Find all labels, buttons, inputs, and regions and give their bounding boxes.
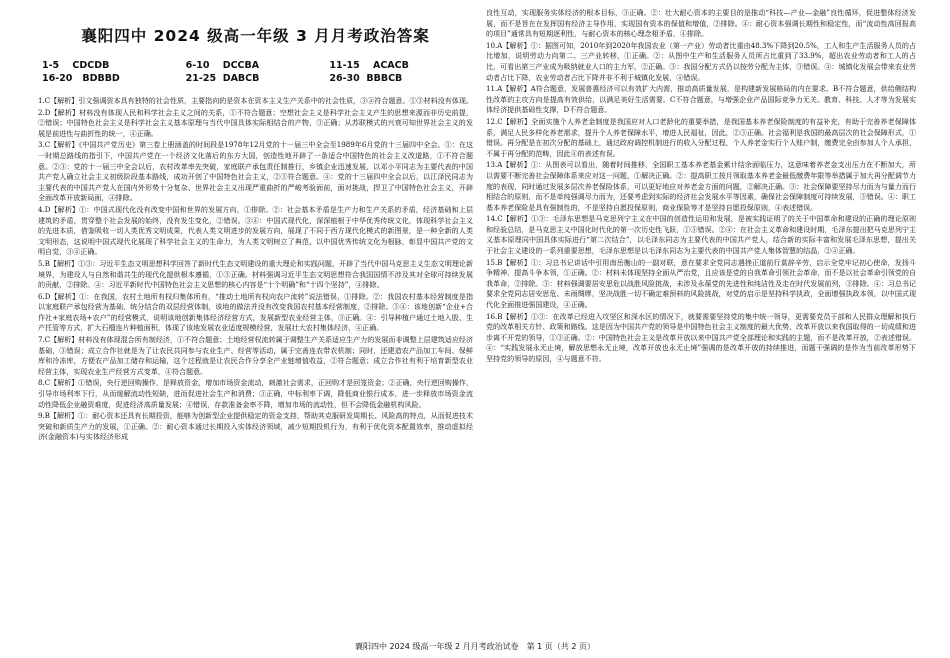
explanation-q12: 12.C【解析】全面实施个人养老金制度是我国应对人口老龄化的重要举措，是我国基本养老保险制度的有益补充，有助于完善养老保障体系，满足人民多样化养老需求，提升个人养老保障水平，增进人民福祉，因此，②③正确。社会福利是我国的最高层次的社会保障形式，①错误。再分配是在初次分配的基础上，通过政府调控机制进行的收入分配过程，个人养老金实行个人账户制，缴费完全由参加人个人承担，不属于再分配的范畴，因此④的表述有误。 bbox=[486, 116, 916, 158]
page-title: 襄阳四中 2024 级高一年级 3 月月考政治答案 bbox=[81, 27, 430, 45]
explanation-q9: 9.B【解析】①：耐心资本还具有长期投资，能够为创新型企业提供稳定的资金支持，帮助其克服研发周期长、风险高的特点，从而促进技术突破和新质生产力的发展，①正确。②：耐心资本通过长期投入实体经济领域，减少短期投机行为，有利于优化资本配置效率，推动虚拟经济(金融资本)与实体经济形成 bbox=[38, 411, 473, 442]
answer-key-cell: 26-30 BBBCB bbox=[329, 73, 403, 84]
right-column bbox=[486, 8, 916, 366]
explanation-q8: 8.C【解析】①错误，央行逆回购操作，是释放资金，增加市场资金流动，刺激社会需求，正回购才是回笼资金；②正确，央行逆回购操作，引导市场利率下行，从而缓解流动性短缺，进而促进社会生产和消费；③正确，中标利率下调，降低商业银行成本，进一步释放市场资金流动性降低企业融资难度，促进经济高质量发展；④错误，存款准备金率不降，增加市场的流动性，但不会降低金融机构风险。 bbox=[38, 378, 473, 409]
answer-key-table bbox=[38, 60, 473, 84]
explanation-q9-continued: 良性互动，实现服务实体经济的根本目标，③正确。②：壮大耐心资本的主要目的是推动“科技—产业—金融”良性循环，促进整体经济发展，而不是旨在在发挥国有经济主导作用，实现国有资本的保值和增值，②排除。④：耐心资本强调长期性和稳定性，而“流动性高回报高的项目”通常具有短期逐利性，与耐心资本的核心理念相矛盾，④排除。 bbox=[486, 8, 916, 39]
explanation-q10: 10.A【解析】①：据图可知，2010年到2020年我国农业（第一产业）劳动者比重由48.3%下降到20.5%，工人和生产生活服务人员的占比增加，说明劳动力向第二、三产业转移，①正确。②：从图中生产和生活服务人员所占比重到了33.9%，超出农业劳动者和工人的占比，可看出第三产业成为吸纳就业人口的主力军，②正确。③：我国分配方式仍以按劳分配为主体，③错误。④：城镇化发展会带来农业劳动者占比下降，农业劳动者占比下降并非不利于城镇化发展，④错误。 bbox=[486, 40, 916, 82]
answer-key-row bbox=[42, 60, 473, 71]
answer-key-cell: 21-25 DABCB bbox=[185, 73, 260, 84]
explanation-q3: 3.C【解析】《中国共产党历史》第三卷上册涵盖的时间段是1978年12月党的十一届三中全会至1989年6月党的十三届四中全会。①：在这一时期总路线的指引下，中国共产党在一个经济文化落后的东方大国，创造性地开辟了一条适合中国特色的社会主义改道路，①不符合题意。②③：党的十一届三中全会以后，农村改革率先突破，家庭联产承包责任制推行，乡镇企业迅速发展，以邓小平同志为主要代表的中国共产党人确立社会主义初级阶段基本路线，成功开创了中国特色社会主义，②③符合题意。④：党的十三届四中全会以后，以江泽民同志为主要代表的中国共产党人在国内外形势十分复杂、世界社会主义出现严重曲折的严峻考验面前，面对挑战，捍卫了中国特色社会主义，开辟全面改革开放新局面，④排除。 bbox=[38, 140, 473, 203]
explanation-q4: 4.D【解析】①：中国式现代化没有改变中国和世界的发展方向，①排除。②：社会基本矛盾是生产力和生产关系的矛盾，经济基础和上层建筑的矛盾，贯穿整个社会发展的始终，没有发生变化，②错误。③④：中国式现代化，深深植根于中华优秀传统文化，体现科学社会主义的先进本质，借鉴吸收一切人类优秀文明成果，代表人类文明进步的发展方向，展现了不同于西方现代化模式的新图景，是一种全新的人类文明形态，这说明中国式现代化展现了科学社会主义的生命力，为人类文明树立了典范，以中国优秀传统文化为根脉，彰显中国共产党的文明自觉，③④正确。 bbox=[38, 204, 473, 257]
explanation-q7: 7.C【解析】材料没有体现混合所有制经济，①不符合题意；土地经营权流转属于调整生产关系适应生产力的发展而非调整上层建筑适应经济基础，③错误；成立合作社就是为了让农民共同参与农业生产、经营等活动，属于完善连农带农机制；同时，还建造农产品加工车间、保鲜库和冷冻库，方便农产品加工储存和运输，这个过程就是让农民合作分享全产业链增值收益，②符合题意；成立合作社有利于培育新型农业经营主体，实现农业生产经营方式变革，④符合题意。 bbox=[38, 335, 473, 376]
explanation-q11: 11.A【解析】A符合题意，发展普惠经济可以有效扩大内需，推动高质量发展，是构建新发展格局的内在要求。B不符合题意，供给侧结构性改革的主攻方向是提高有效供给，以满足美好生活需要。C不符合题意，与增强企业产品国际竞争力无关。教育、科技、人才等为发展实体经济提供基础性支撑，D不符合题意。 bbox=[486, 84, 916, 115]
answer-key-cell: 11-15 ACACB bbox=[329, 60, 409, 71]
explanation-q2: 2.D【解析】材料没有体现人民和科学社会主义之间的关系，①不符合题意；空想社会主义是科学社会主义产生的思想来源而非历史前提，②错误；中国特色社会主义是科学社会主义基本原理与当代中国具体实际相结合的产物，③正确；从苏联模式的兴衰可知世界社会主义的发展是前进性与曲折性的统一，④正确。 bbox=[38, 107, 473, 138]
answer-key-cell: 6-10 DCCBA bbox=[185, 60, 260, 71]
explanation-q1: 1.C【解析】引文强调资本具有独特的社会性质，主要指向的是资本在资本主义生产关系中的社会性质，③④符合题意。①③材料没有体现。 bbox=[38, 96, 473, 105]
explanation-q14: 14.C【解析】①③：毛泽东思想是马克思列宁主义在中国的创造性运用和发展，是被实践证明了的关于中国革命和建设的正确的理论原则和经验总结，是马克思主义中国化时代化的第一次历史性飞跃，①③错误。②④：在社会主义革命和建设时期，毛泽东提出把马克思列宁主义基本原理同中国具体实际进行“第二次结合”，以毛泽东同志为主要代表的中国共产党人，结合新的实际丰富和发展毛泽东思想，提出关于社会主义建设的一系列重要思想，毛泽东思想是以毛泽东同志为主要代表的中国共产党人集体智慧的结晶，②④正确。 bbox=[486, 214, 916, 256]
answer-key-cell: 16-20 BDBBD bbox=[42, 73, 120, 84]
explanation-q16: 16.B【解析】①③：在改革已经进入攻坚区和深水区的情况下，就要需要坚持党的集中统一领导，更需要党员干部和人民群众理解和执行党的改革相关方针、政策和路线。这是因为中国共产党的领导是中国特色社会主义制度的最大优势，改革开放以来我国取得的一切成绩和进步离不开党的领导，①③正确。②：中国特色社会主义是改革开放以来中国共产党全部理论和实践的主题，而不是改革开放，②表述错误。④：“实践发展永无止境，解放思想永无止境，改革开放也永无止境”强调的是改革开放的持续推进，而题干强调的是作为当前改革形势下坚持党的领导的原因，④与题意不符。 bbox=[486, 311, 916, 363]
page-footer: 襄阳四中 2024 级高一年级 2 月月考政治试卷 第 1 页（共 2 页） bbox=[355, 642, 595, 651]
explanation-q13: 13.A【解析】①：从图表可以看出，随着时间推移，全国职工基本养老基金累计结余面临压力，这意味着养老金支出压力在不断加大，所以需要不断完善社会保障体系来应对这一问题，①解决正确。②：提高职工按月领取基本养老金最低缴费年限等举措属于加大再分配调节力度的表现，同时通过发展多层次养老保险体系，可以更好地应对养老金方面的问题，②解决正确。③：社会保障要坚持尽力而为与量力而行相结合的原则，而不是单纯强调尽力而为，还要考虑到实际的经济社会发展水平等因素，确保社会保障制度可持续发展，③错误。④：职工基本养老保险是具有强制性的，不是坚持自愿投保原则，商业保险等才是坚持自愿投保原则，④表述错误。 bbox=[486, 160, 916, 212]
explanation-q5: 5.B【解析】①③：习近平生态文明思想科学回答了新时代生态文明建设的重大理论和实践问题，开辟了当代中国马克思主义生态文明理论新境界，为建设人与自然和谐共生的现代化提供根本遵循，①③正确。材料强调习近平生态文明思想符合我国国情不涉及其对全球可持续发展的贡献，②排除。④：习近平新时代中国特色社会主义思想的核心内容是“十个明确”和“十四个坚持”，④排除。 bbox=[38, 258, 473, 290]
explanation-q6: 6.D【解析】①：在我国，农村土地所有权归集体所有，“推动土地所有权向农户流转”说法错误，①排除。②：我国农村基本经营制度是指以家庭联产承包经营为基础、统分结合的双层经营体制，该地的做法并没有改变我国农村基本经营制度，②排除。③④：该地创新“企业+合作社+家庭农场+农户”的经营模式，说明该地创新集体经济经营方式，发展新型农业经营主体，③正确。④：引导种植户通过土地入股、生产托管等方式，扩大石榴连片种植面积，体现了该地发展农业适度规模经营，发展壮大农村集体经济，④正确。 bbox=[38, 291, 473, 333]
left-column bbox=[38, 20, 473, 444]
answer-key-row bbox=[42, 73, 473, 84]
explanation-q15: 15.B【解析】①：习总书记讲话中引用南岳衡山的一副对联，意在要求全党同志遇挫正道前行莫辞辛劳，启示全党牢记初心使命，发扬斗争精神，提高斗争本领，①正确。②：材料未体现坚持全面从严治党，且应该是党的自我革命引领社会革命，而不是以社会革命引领党的自我革命，②排除。③：材料强调要居安思危以战胜风险挑战，未涉及永葆党的先进性和纯洁性及走在时代发展前列，③排除。④：习总书记要求全党同志居安思危、未雨绸缪，坚决战胜一切不确定难预料的风险挑战，对党的启示是坚持科学执政，全面增强执政本领，以中国式现代化全面推进强国建设，④正确。 bbox=[486, 257, 916, 310]
answer-key-cell: 1-5 CDCDB bbox=[42, 60, 110, 71]
